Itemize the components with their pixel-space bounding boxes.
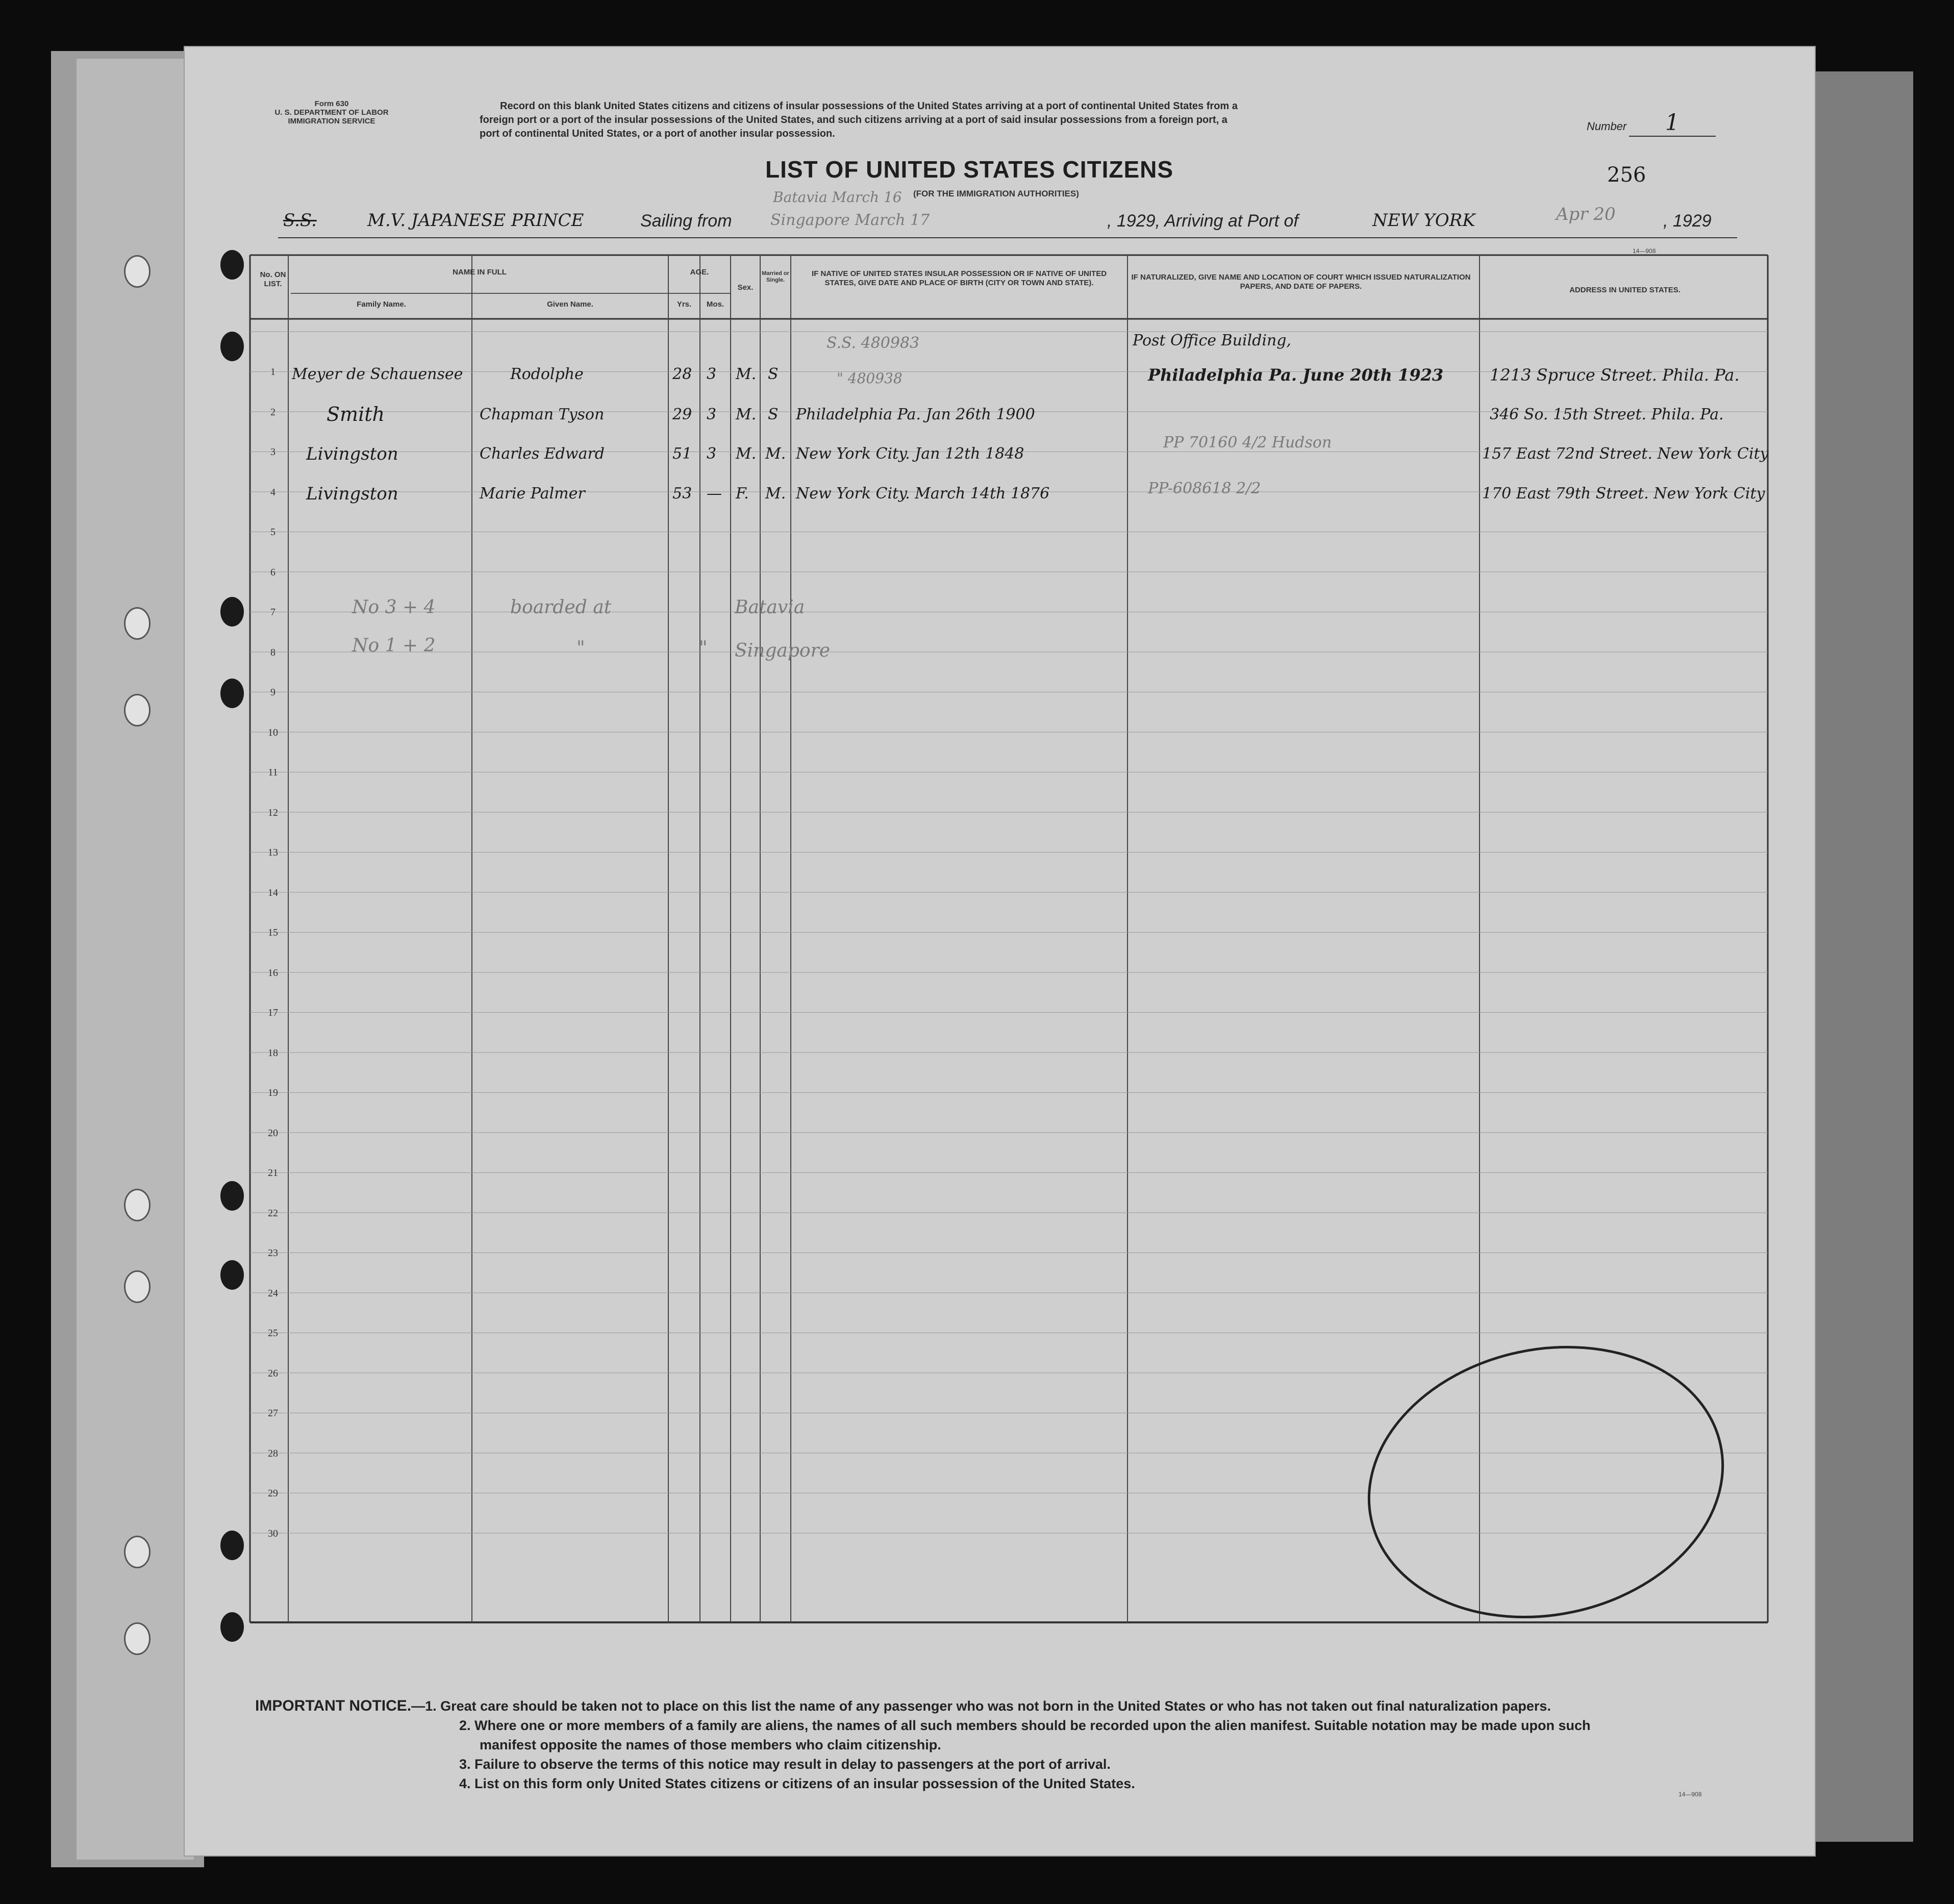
sex: M. <box>736 365 757 383</box>
age-months: — <box>707 485 722 503</box>
instruction-line: foreign port or a port of the insular possessions of the United States, and such citizens arriving at a port of said insular possessions from a foreign port, a <box>480 114 1227 126</box>
row-number: 10 <box>268 726 278 738</box>
pencil-note: Batavia <box>735 597 805 618</box>
row-number: 12 <box>268 807 278 818</box>
family-name: Meyer de Schauensee <box>292 365 463 383</box>
pencil-note: No 3 + 4 <box>352 597 436 618</box>
arrival-port: NEW YORK <box>1372 210 1475 231</box>
col-header-age: AGE. <box>690 268 709 277</box>
us-address: 346 So. 15th Street. Phila. Pa. <box>1490 406 1724 423</box>
row-number: 6 <box>270 566 275 578</box>
col-header-sex: Sex. <box>737 283 754 292</box>
birth-details: Philadelphia Pa. Jan 26th 1900 <box>796 406 1035 423</box>
row-number: 27 <box>268 1408 278 1419</box>
row-number: 22 <box>268 1207 278 1219</box>
us-address: 157 East 72nd Street. New York City <box>1482 445 1769 463</box>
year-arriving-label: , 1929, Arriving at Port of <box>1107 211 1298 231</box>
us-address: 1213 Spruce Street. Phila. Pa. <box>1490 365 1740 385</box>
given-name: Charles Edward <box>480 445 605 463</box>
page-subtitle: (FOR THE IMMIGRATION AUTHORITIES) <box>913 189 1079 198</box>
row-number: 24 <box>268 1287 278 1299</box>
notice-item: 2. Where one or more members of a family are aliens, the names of all such members should be recorded upon the alien manifest. Suitable notation may be made upon such <box>459 1718 1591 1733</box>
sex: M. <box>736 406 757 423</box>
age-years: 51 <box>672 445 692 463</box>
col-header-married: Married or Single. <box>762 270 789 283</box>
row-number: 3 <box>270 446 275 458</box>
pencil-note: PP 70160 4/2 Hudson <box>1163 434 1332 452</box>
arrival-date: Apr 20 <box>1556 204 1616 224</box>
notice-item: manifest opposite the names of those members who claim citizenship. <box>480 1737 941 1752</box>
row-number: 4 <box>270 486 275 498</box>
row-number: 16 <box>268 967 278 979</box>
number-value: 1 <box>1629 110 1716 137</box>
row-number: 14 <box>268 887 278 898</box>
col-header-no: No. ON LIST. <box>260 270 286 288</box>
notice-item: 3. Failure to observe the terms of this notice may result in delay to passengers at the port of arrival. <box>459 1757 1111 1772</box>
age-months: 3 <box>707 445 717 463</box>
instruction-line: port of continental United States, or a port of another insular possession. <box>480 128 835 139</box>
age-months: 3 <box>707 365 717 383</box>
row-number: 8 <box>270 646 275 658</box>
arrival-year: , 1929 <box>1663 211 1712 231</box>
sex: M. <box>736 445 757 463</box>
vessel-name: M.V. JAPANESE PRINCE <box>367 210 584 231</box>
col-header-mos: Mos. <box>706 300 724 309</box>
row-number: 11 <box>268 767 278 778</box>
age-months: 3 <box>707 406 717 423</box>
number-label: Number <box>1587 120 1627 133</box>
row-number: 25 <box>268 1327 278 1339</box>
instruction-line: Record on this blank United States citizens and citizens of insular possessions of the United States arriving at a port of continental United States from a <box>500 101 1238 112</box>
birth-details: New York City. March 14th 1876 <box>796 485 1050 503</box>
pencil-note: boarded at <box>510 597 612 618</box>
row-number: 21 <box>268 1167 278 1179</box>
pencil-note: S.S. 480983 <box>826 334 920 352</box>
given-name: Chapman Tyson <box>480 406 605 423</box>
row-number: 15 <box>268 927 278 938</box>
family-name: Livingston <box>306 444 398 464</box>
sex: F. <box>736 485 749 503</box>
age-years: 29 <box>672 406 692 423</box>
row-number: 19 <box>268 1087 278 1098</box>
marital-status: M. <box>765 485 786 503</box>
col-header-address: ADDRESS IN UNITED STATES. <box>1569 286 1681 294</box>
us-address: 170 East 79th Street. New York City <box>1482 485 1765 503</box>
important-notice <box>255 1696 1775 1793</box>
age-years: 28 <box>672 365 692 383</box>
pencil-note: " <box>699 638 708 659</box>
sailing-from-value: Singapore March 17 <box>770 211 930 229</box>
row-number: 7 <box>270 607 275 618</box>
court-line: Post Office Building, <box>1133 332 1291 349</box>
row-number: 17 <box>268 1007 278 1018</box>
col-header-given: Given Name. <box>547 300 593 309</box>
notice-heading: IMPORTANT NOTICE. <box>255 1697 412 1714</box>
given-name: Rodolphe <box>510 365 584 383</box>
col-header-yrs: Yrs. <box>677 300 692 309</box>
col-header-name: NAME IN FULL <box>453 268 507 277</box>
row-number: 5 <box>270 527 275 538</box>
row-number: 20 <box>268 1127 278 1139</box>
col-header-birth: IF NATIVE OF UNITED STATES INSULAR POSSESSION OR IF NATIVE OF UNITED STATES, GIVE DATE AND PLACE OF BIRTH (CITY OR TOWN AND STATE). <box>811 269 1107 287</box>
pencil-note: " <box>577 638 585 659</box>
row-number: 18 <box>268 1047 278 1059</box>
row-number: 9 <box>270 687 275 698</box>
page-title: LIST OF UNITED STATES CITIZENS <box>765 156 1174 183</box>
pencil-note: No 1 + 2 <box>352 635 436 656</box>
stamp-number: 256 <box>1607 163 1646 187</box>
age-years: 53 <box>672 485 692 503</box>
pencil-note: PP-608618 2/2 <box>1148 480 1261 497</box>
marital-status: S <box>768 365 779 383</box>
col-header-family: Family Name. <box>357 300 406 309</box>
birth-details: New York City. Jan 12th 1848 <box>796 445 1024 463</box>
given-name: Marie Palmer <box>480 485 585 503</box>
col-header-naturalized: IF NATURALIZED, GIVE NAME AND LOCATION OF COURT WHICH ISSUED NATURALIZATION PAPERS, AND DATE OF PAPERS. <box>1131 273 1471 291</box>
notice-item: —1. Great care should be taken not to place on this list the name of any passenger who was not born in the United States or who has not taken out final naturalization papers. <box>411 1698 1551 1714</box>
row-number: 13 <box>268 847 278 858</box>
ss-label: S.S. <box>283 210 317 231</box>
sailing-from-label: Sailing from <box>640 211 732 231</box>
row-number: 26 <box>268 1367 278 1379</box>
service: IMMIGRATION SERVICE <box>288 117 375 126</box>
family-name: Livingston <box>306 484 398 504</box>
sailing-from-pencil: Batavia March 16 <box>773 189 902 206</box>
row-number: 29 <box>268 1488 278 1499</box>
row-number: 28 <box>268 1447 278 1459</box>
marital-status: S <box>768 406 779 423</box>
pencil-note: Singapore <box>735 640 831 661</box>
department: U. S. DEPARTMENT OF LABOR <box>274 108 389 117</box>
notice-item: 4. List on this form only United States citizens or citizens of an insular possession of the United States. <box>459 1776 1135 1791</box>
row-number: 23 <box>268 1247 278 1259</box>
pencil-note: " 480938 <box>837 370 903 387</box>
notice-code: 14—908 <box>1679 1791 1702 1798</box>
naturalization: Philadelphia Pa. June 20th 1923 <box>1148 365 1444 385</box>
row-number: 1 <box>270 366 275 378</box>
marital-status: M. <box>765 445 786 463</box>
form-number: Form 630 <box>314 99 349 108</box>
family-name: Smith <box>327 403 385 425</box>
row-number: 30 <box>268 1527 278 1539</box>
row-number: 2 <box>270 406 275 418</box>
printer-note: 14—908 <box>1633 247 1656 255</box>
